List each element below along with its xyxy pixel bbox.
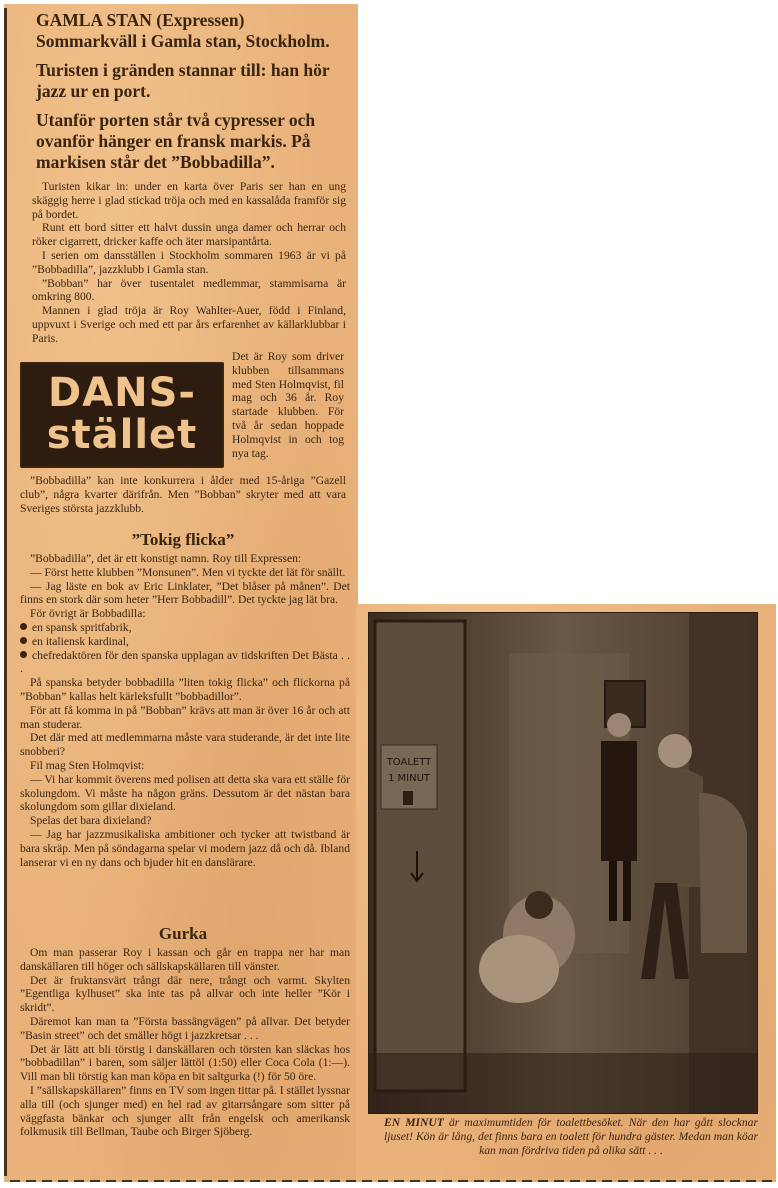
after-logo-text: [20, 474, 346, 515]
column-rule: [4, 8, 7, 1176]
bullet-dot: [20, 637, 27, 644]
section-heading-tokig-flicka: ”Tokig flicka”: [131, 530, 235, 549]
figure-body: [601, 741, 637, 861]
door: [375, 621, 465, 1091]
lead-paragraph-1: GAMLA STAN (Expressen) Sommarkväll i Gamla stan, Stockholm.: [36, 10, 330, 51]
body-paragraph: Spelas det bara dixieland?: [30, 814, 152, 828]
bullet-text: en spansk spritfabrik,: [32, 620, 132, 634]
bullet-text: chefredaktören för den spanska upplagan av tidskriften Det Bästa . . .: [20, 648, 350, 676]
figure-head: [607, 713, 631, 737]
lead-paragraphs: [36, 10, 346, 181]
section-gurka-body: [20, 946, 350, 1139]
lead-paragraph-3: Utanför porten står två cypresser och ovanför hänger en fransk markis. På markisen står det ”Bobbadilla”.: [36, 110, 316, 172]
toilet-sign-text: 1 MINUT: [387, 773, 431, 784]
caption-lead: EN MINUT: [384, 1116, 444, 1129]
intro-text: [32, 180, 346, 346]
body-paragraph: — Först hette klubben ”Monsunen”. Men vi tyckte det lät för snällt.: [30, 565, 346, 579]
body-paragraph: Det där med att medlemmarna måste vara studerande, är det inte lite snobberi?: [20, 731, 350, 759]
bottom-rule: [10, 1180, 774, 1182]
section-tokig-flicka-body: [20, 552, 350, 869]
section-heading-gurka: Gurka: [158, 924, 208, 943]
body-paragraph: Fil mag Sten Holmqvist:: [30, 758, 145, 772]
dansstallet-logo: [20, 362, 224, 468]
switch-icon: [403, 791, 413, 805]
lead-paragraph-2: Turisten i gränden stannar till: han hör jazz ur en port.: [36, 60, 330, 101]
photo-toilet-queue: [368, 612, 758, 1114]
bullet-dot: [20, 623, 27, 630]
body-paragraph: I ”sällskapskällaren” finns en TV som ingen tittar på. I stället lyssnar alla till (och sjunger med) en hel rad av gitarrsångare som sitter på väggfasta bänkar och sjunger allt från engelsk och amerikansk folkmusik till Bellman, Taube och Birger Sjöberg.: [20, 1083, 350, 1139]
intro-paragraph: ”Bobban” har över tusentalet medlemmar, stammisarna är omkring 800.: [32, 276, 346, 304]
bullet-text: en italiensk kardinal,: [32, 634, 129, 648]
body-paragraph: Däremot kan man ta ”Första bassängvägen” på allvar. Det betyder ”Basin street” och det smäller högt i jazzkretsar . . .: [20, 1014, 350, 1042]
body-paragraph: Om man passerar Roy i kassan och går en trappa ner har man danskällaren till höger och sällskapskällaren till vänster.: [20, 946, 350, 973]
body-paragraph: — Jag har jazzmusikaliska ambitioner och tycker att twistband är bara skräp. Men på söndagarna spelar vi modern jazz då och då. Ibland lanserar vi en ny dans och bjuder hit en danslärare.: [20, 827, 350, 869]
body-paragraph: För att få komma in på ”Bobban” krävs att man är över 16 år och att man studerar.: [20, 703, 350, 731]
caption-text: är maximumtiden för toalettbesöket. När den har gått slocknar ljuset! Kön är lång, det finns bara en toalett för hundra gäster. Medan man köar kan man fördriva tiden på olika sätt . . .: [384, 1116, 758, 1157]
photo-illustration: [369, 613, 757, 1113]
logo-line-1: DANS-: [47, 370, 197, 416]
body-paragraph: På spanska betyder bobbadilla ”liten tokig flicka” och flickorna på ”Bobban” kallas helt kärleksfullt ”bobbadillor”.: [20, 676, 350, 703]
photo-caption: [384, 1116, 758, 1158]
after-logo-paragraph: ”Bobbadilla” kan inte konkurrera i ålder med 15-åriga ”Gazell club”, några kvarter därifrån. Men ”Bobban” skryter med att vara Sveriges största jazzklubb.: [20, 474, 346, 515]
bullet-item: [20, 649, 350, 677]
body-paragraph: Det är lätt att bli törstig i danskällaren och törsten kan släckas hos ”bobbadillan” i baren, som säljer lättöl (1:50) eller Coca Cola (1:—). Vill man bli törstig kan man köpa en bit saltgurka (!) för 50 öre.: [20, 1042, 350, 1084]
logo-line-2: stället: [46, 412, 198, 458]
intro-paragraph: Mannen i glad tröja är Roy Wahlter-Auer, född i Finland, uppvuxt i Sverige och med ett par års erfarenhet av källarklubbar i Paris.: [32, 304, 346, 345]
body-paragraph: Det är fruktansvärt trångt där nere, trångt och varmt. Skylten ”Egentliga kylhuset” ska inte tas på allvar och inte heller ”Kör i skridt”.: [20, 973, 350, 1015]
intro-paragraph: Runt ett bord sitter ett halvt dussin unga damer och herrar och röker cigarrett, dricker kaffe och äter marsipantårta.: [32, 221, 346, 249]
figure-head: [658, 734, 692, 768]
toilet-sign-text: TOALETT: [386, 757, 432, 768]
figure-sweater: [651, 768, 703, 887]
side-text: [232, 350, 344, 460]
intro-paragraph: Turisten kikar in: under en karta över Paris ser han en ung skäggig herre i glad stickad tröja och med en kassalåda framför sig på bordet.: [32, 180, 346, 221]
body-paragraph: — Vi har kommit överens med polisen att detta ska vara ett ställe för skolungdom. Vi måste ha någon gräns. Dessutom är det nästan bara skolungdom som gillar dixieland.: [20, 772, 350, 814]
bullet-item: [20, 635, 350, 649]
side-paragraph: Det är Roy som driver klubben tillsammans med Sten Holmqvist, fil mag och 36 år. Roy startade klubben. För två år sedan hoppade Holmqvist in och tog nya tag.: [232, 350, 344, 460]
bullet-dot: [20, 651, 27, 658]
body-paragraph: För övrigt är Bobbadilla:: [30, 607, 146, 621]
bullet-item: [20, 621, 350, 635]
body-paragraph: — Jag läste en bok av Eric Linklater, ”Det blåser på månen”. Det finns en stork där som heter ”Herr Bobbadill”. Det tyckte jag lät bra.: [20, 579, 350, 607]
body-paragraph: ”Bobbadilla”, det är ett konstigt namn. Roy till Expressen:: [30, 552, 302, 565]
intro-paragraph: I serien om dansställen i Stockholm sommaren 1963 är vi på ”Bobbadilla”, jazzklubb i Gamla stan.: [32, 248, 346, 276]
